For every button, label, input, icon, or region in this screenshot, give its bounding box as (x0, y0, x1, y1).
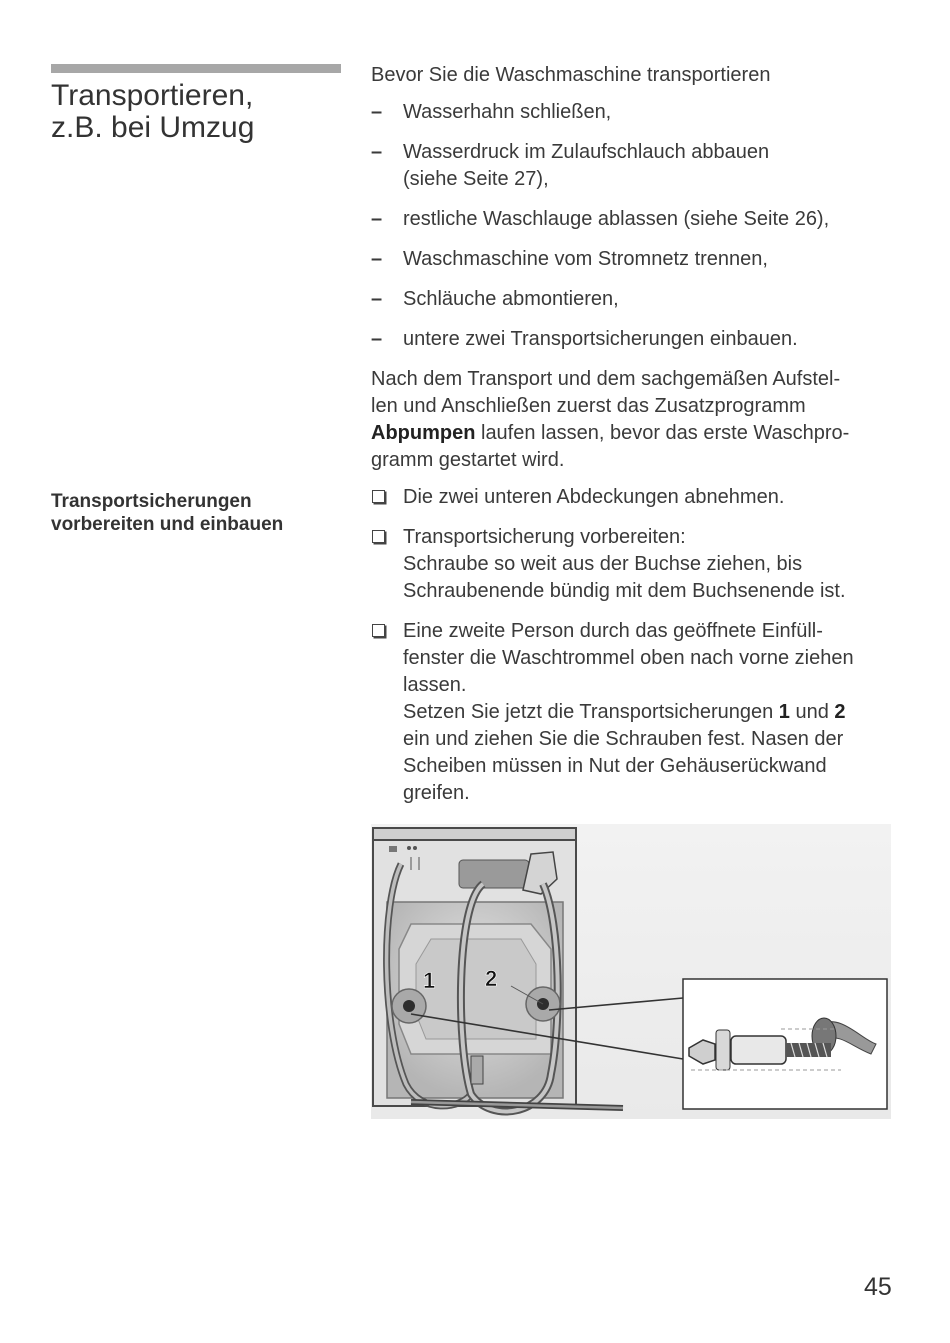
list-item-text: Wasserdruck im Zulaufschlauch abbauen (403, 141, 770, 163)
paragraph-line: gramm gestartet wird. (371, 449, 565, 471)
transport-steps-list (371, 99, 901, 353)
intro-text: Bevor Sie die Waschmaschine transportieren (371, 64, 771, 86)
task-item (371, 618, 901, 807)
checkbox-icon (372, 530, 385, 543)
task-text: Schraubenende bündig mit dem Buchsenende ist. (403, 580, 846, 602)
task-text: Scheiben müssen in Nut der Gehäuserückwand (403, 755, 827, 777)
task-text-part: Setzen Sie jetzt die Transportsicherungen (403, 701, 779, 723)
side-heading-line-1: Transportsicherungen (51, 491, 252, 512)
dash-bullet: – (371, 141, 383, 163)
machine-top-edge (373, 828, 576, 840)
list-item-text: Waschmaschine vom Stromnetz trennen, (403, 248, 768, 270)
bolt-number-2: 2 (834, 701, 846, 723)
task-text: ein und ziehen Sie die Schrauben fest. Nasen der (403, 728, 844, 750)
page-title-line-2: z.B. bei Umzug (51, 111, 255, 144)
task-list (371, 484, 901, 807)
page-title (51, 80, 254, 144)
bolt-1-icon (403, 1000, 415, 1012)
paragraph-line: len und Anschließen zuerst das Zusatzprogramm (371, 395, 806, 417)
marker-dot (413, 846, 417, 850)
task-item (371, 524, 901, 605)
transport-bolt-sleeve (731, 1036, 786, 1064)
task-text: Schraube so weit aus der Buchse ziehen, bis (403, 553, 803, 575)
program-name: Abpumpen (371, 422, 476, 444)
list-item (371, 139, 901, 193)
task-text (403, 699, 901, 726)
washing-machine-illustration (371, 824, 891, 1119)
list-item (371, 246, 901, 273)
page-number: 45 (864, 1273, 892, 1301)
dash-bullet: – (371, 208, 383, 230)
task-text: Eine zweite Person durch das geöffnete Einfüll- (403, 620, 823, 642)
bolt-washer (716, 1030, 730, 1070)
list-item-text: untere zwei Transportsicherungen einbauen. (403, 328, 798, 350)
bolt-number-1: 1 (778, 701, 790, 723)
list-item (371, 206, 901, 233)
marker (389, 846, 397, 852)
page-title-line-1: Transportieren, (51, 79, 254, 112)
after-transport-paragraph (371, 366, 901, 474)
illustration-svg (371, 824, 891, 1119)
task-text: Die zwei unteren Abdeckungen abnehmen. (403, 486, 785, 508)
label-1: 1 (423, 968, 436, 993)
task-text-part: und (789, 701, 835, 723)
label-2: 2 (485, 966, 498, 991)
connector-block (459, 860, 529, 888)
paragraph-line: laufen lassen, bevor das erste Waschpro- (475, 422, 850, 444)
dash-bullet: – (371, 288, 383, 310)
checkbox-icon (372, 490, 385, 503)
paragraph-line: Nach dem Transport und dem sachgemäßen Aufstel- (371, 368, 841, 390)
task-item (371, 484, 901, 511)
task-text: greifen. (403, 782, 470, 804)
list-item-text: Schläuche abmontieren, (403, 288, 619, 310)
list-item-text: Wasserhahn schließen, (403, 101, 612, 123)
marker-dot (407, 846, 411, 850)
main-column (371, 62, 901, 820)
task-text: Transportsicherung vorbereiten: (403, 526, 686, 548)
list-item (371, 326, 901, 353)
list-item-text: (siehe Seite 27), (403, 168, 549, 190)
side-heading (51, 490, 283, 536)
task-text: fenster die Waschtrommel oben nach vorne ziehen (403, 647, 854, 669)
dash-bullet: – (371, 101, 383, 123)
list-item (371, 99, 901, 126)
side-heading-line-2: vorbereiten und einbauen (51, 514, 284, 535)
list-item (371, 286, 901, 313)
section-rule (51, 64, 341, 73)
dash-bullet: – (371, 248, 383, 270)
dash-bullet: – (371, 328, 383, 350)
list-item-text: restliche Waschlauge ablassen (siehe Seite 26), (403, 208, 830, 230)
task-text: lassen. (403, 674, 467, 696)
clip (471, 1056, 483, 1084)
checkbox-icon (372, 624, 385, 637)
